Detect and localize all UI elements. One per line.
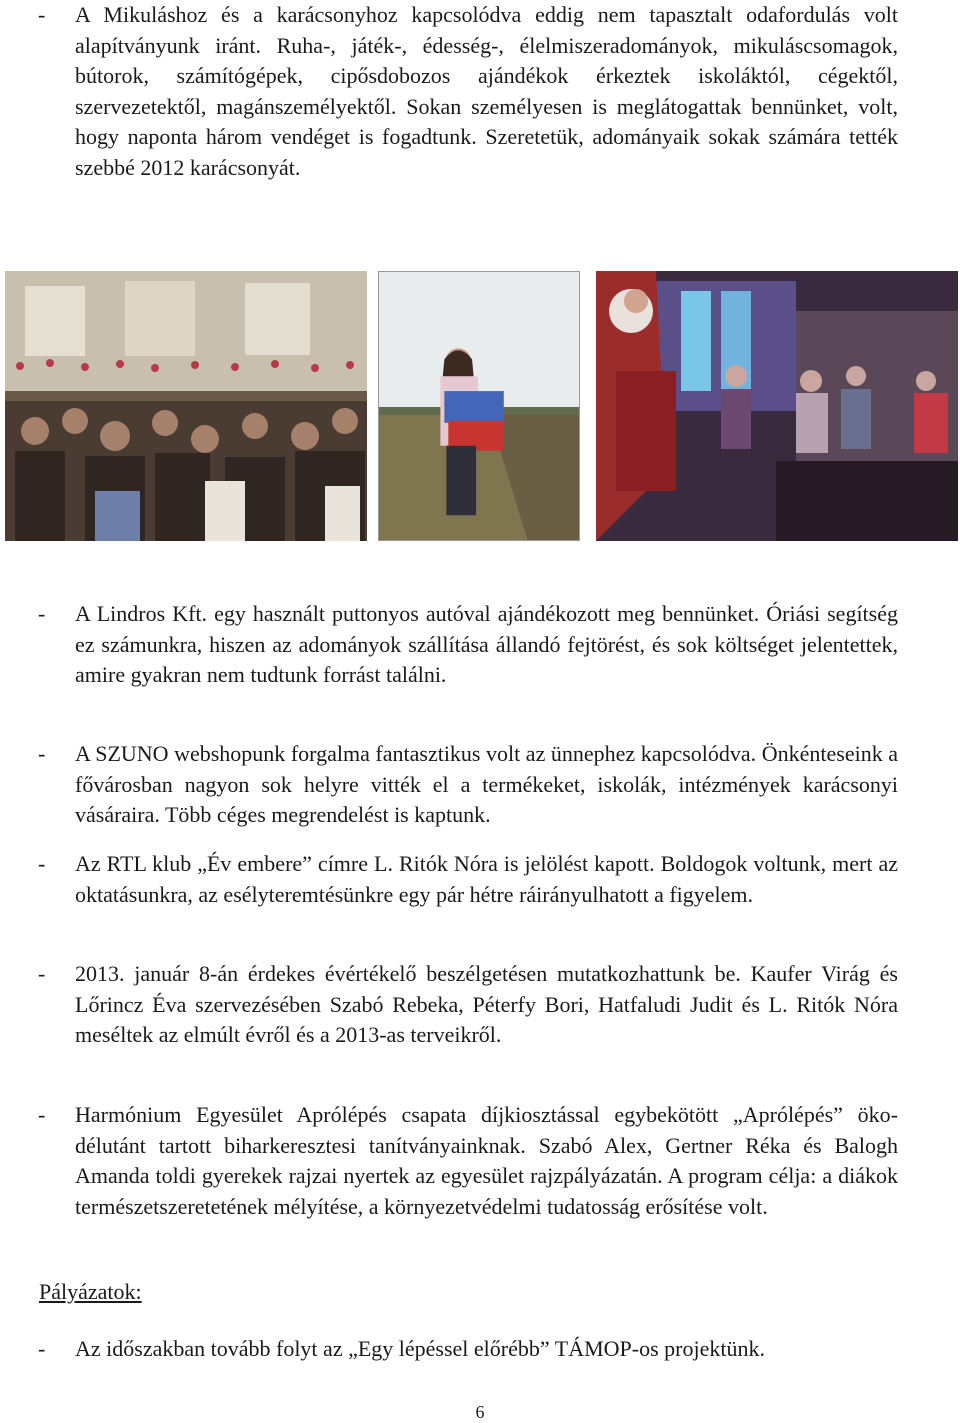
list-item: [38, 959, 898, 1051]
list-item-text: A Mikuláshoz és a karácsonyhoz kapcsolódva eddig nem tapasztalt odafordulás volt alapítványunk iránt. Ruha-, játék-, édesség-, élelmiszeradományok, mikuláscsomagok, bútorok, számítógépek, cipősdobozos ajándékok érkeztek iskoláktól, cégektől, szervezetektől, magánszemélyektől. Sokan személyesen is meglátogattak bennünket, volt, hogy naponta három vendéget is fogadtunk. Szeretetük, adományaik sokak számára tették szebbé 2012 karácsonyát.: [75, 2, 898, 180]
list-item: [38, 739, 898, 831]
list-dash: -: [38, 961, 46, 986]
photo-audience-hall: [5, 271, 367, 541]
section-heading: Pályázatok:: [39, 1279, 142, 1304]
list-dash: -: [38, 601, 46, 626]
list-item-text: Harmónium Egyesület Aprólépés csapata díjkiosztással egybekötött „Aprólépés” öko-délutánt tartott biharkeresztesi tanítványainknak. Szabó Alex, Gertner Réka és Balogh Amanda toldi gyerekek rajzai nyertek az egyesület rajzpályázatán. A program célja: a diákok természetszeretetének mélyítése, a környezetvédelmi tudatosság erősítése volt.: [75, 1102, 898, 1219]
list-item-text: A SZUNO webshopunk forgalma fantasztikus volt az ünnephez kapcsolódva. Önkénteseink a fővárosban nagyon sok helyre vitték el a termékeket, iskolák, intézmények karácsonyi vásáraira. Több céges megrendelést is kaptunk.: [75, 741, 898, 827]
list-item-text: Az RTL klub „Év embere” címre L. Ritók Nóra is jelölést kapott. Boldogok voltunk, mert az oktatásunkra, az esélyteremtésünkre egy pár hétre ráirányulhatott a figyelem.: [75, 851, 898, 907]
list-dash: -: [38, 1102, 46, 1127]
photo-girl-with-gift: [378, 271, 580, 541]
list-item-text: 2013. január 8-án érdekes évértékelő beszélgetésen mutatkozhattunk be. Kaufer Virág és Lőrincz Éva szervezésében Szabó Rebeka, Péterfy Bori, Hatfaludi Judit és L. Ritók Nóra meséltek az elmúlt évről és a 2013-as terveikről.: [75, 961, 898, 1047]
list-dash: -: [38, 851, 46, 876]
list-item-text: Az időszakban tovább folyt az „Egy lépéssel előrébb” TÁMOP-os projektünk.: [75, 1336, 765, 1361]
list-item: [38, 1100, 898, 1222]
list-item: [38, 849, 898, 910]
list-item: [38, 0, 898, 183]
list-dash: -: [38, 1336, 46, 1361]
list-dash: -: [38, 741, 46, 766]
list-item-text: A Lindros Kft. egy használt puttonyos autóval ajándékozott meg bennünket. Óriási segítség ez számunkra, hiszen az adományok szállítása állandó fejtörést, és sok költséget jelentettek, amire gyakran nem tudtunk forrást találni.: [75, 601, 898, 687]
page-number: 6: [475, 1402, 485, 1422]
list-item: [38, 599, 898, 691]
list-item: [38, 1334, 898, 1365]
photo-santa-visit: [596, 271, 958, 541]
list-dash: -: [38, 2, 46, 27]
